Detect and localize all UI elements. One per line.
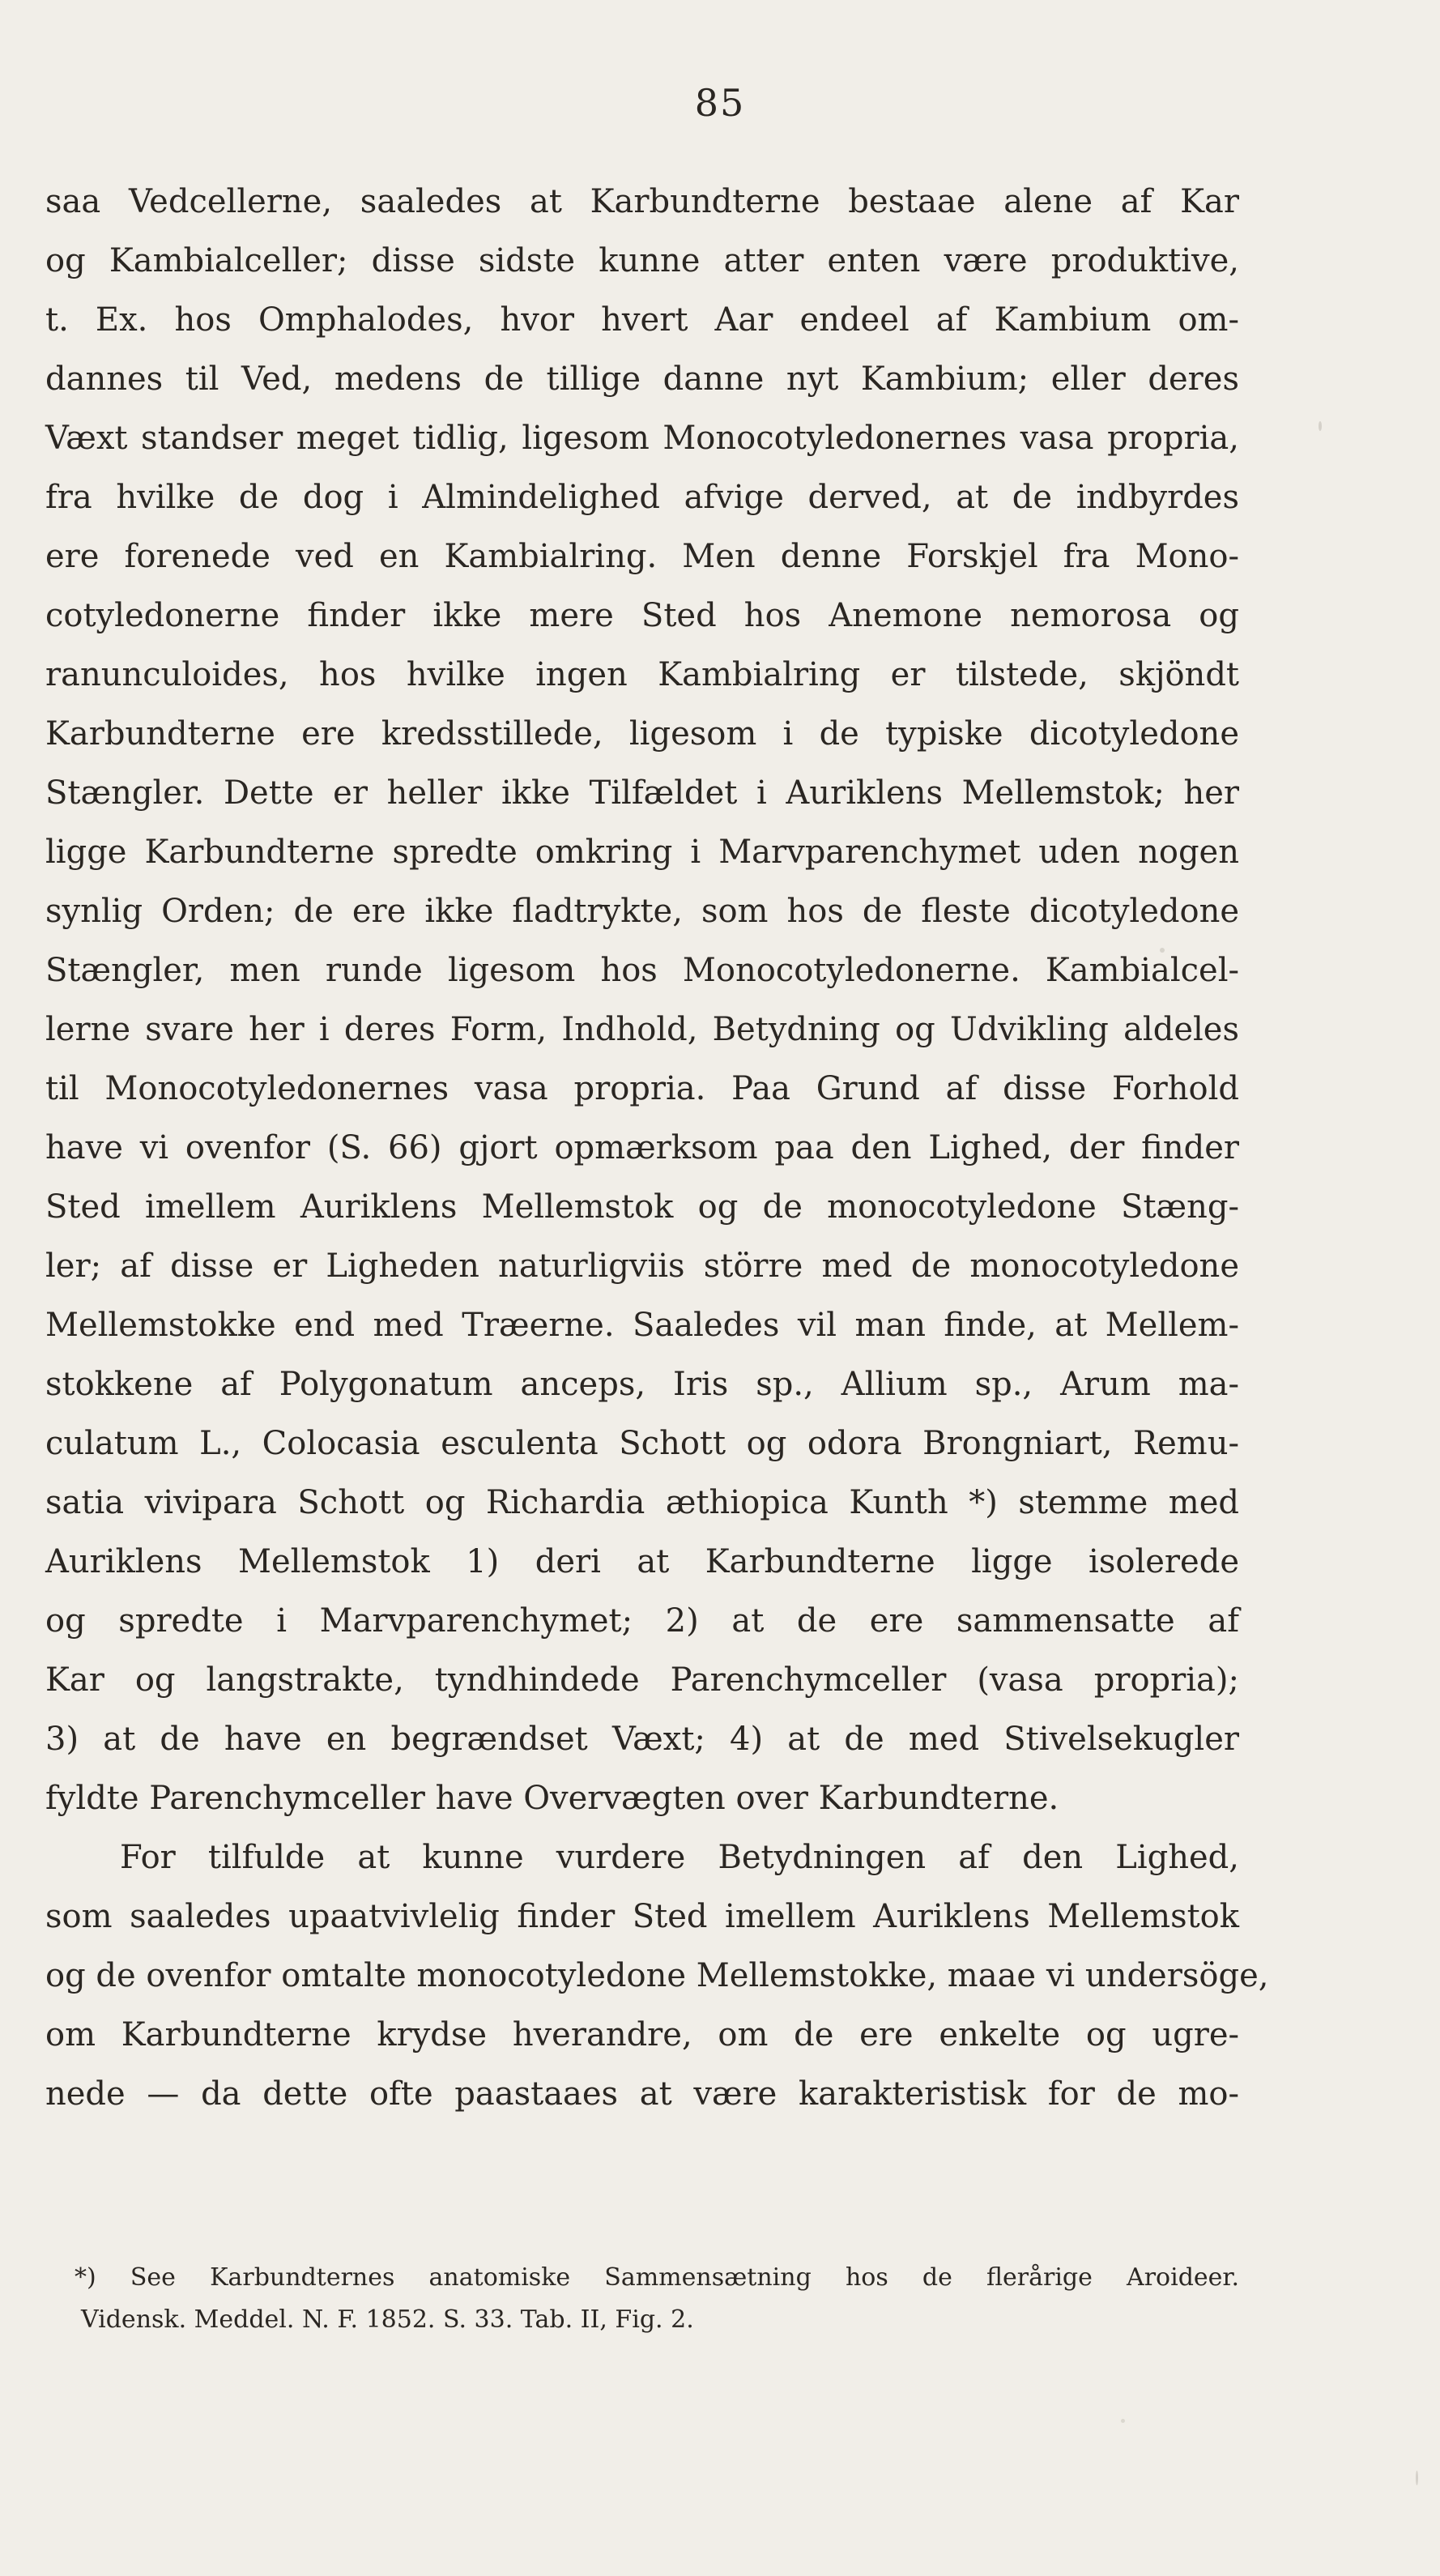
- text-line: Væxt standser meget tidlig, ligesom Monocotyledonernes vasa propria,: [45, 420, 1239, 457]
- text-line: t. Ex. hos Omphalodes, hvor hvert Aar endeel af Kambium om-: [45, 301, 1239, 339]
- text-line: Sted imellem Auriklens Mellemstok og de monocotyledone Stæng-: [45, 1188, 1239, 1226]
- text-line: Stængler. Dette er heller ikke Tilfældet i Auriklens Mellemstok; her: [45, 774, 1239, 812]
- text-line: Mellemstokke end med Træerne. Saaledes vil man finde, at Mellem-: [45, 1307, 1239, 1344]
- paragraph-start-line: For tilfulde at kunne vurdere Betydningen af den Lighed,: [120, 1839, 1239, 1876]
- footnote-line: Vidensk. Meddel. N. F. 1852. S. 33. Tab. II, Fig. 2.: [81, 2305, 694, 2334]
- text-line: satia vivipara Schott og Richardia æthiopica Kunth *) stemme med: [45, 1484, 1239, 1521]
- text-line: lerne svare her i deres Form, Indhold, Betydning og Udvikling aldeles: [45, 1011, 1239, 1048]
- footnote-line: *) See Karbundternes anatomiske Sammensætning hos de flerårige Aroideer.: [75, 2263, 1239, 2292]
- paper-speck: [1121, 2419, 1125, 2423]
- text-line: nede — da dette ofte paastaaes at være karakteristisk for de mo-: [45, 2075, 1239, 2113]
- body-text: [45, 173, 1269, 2124]
- text-line: og Kambialceller; disse sidste kunne atter enten være produktive,: [45, 242, 1239, 279]
- text-line: til Monocotyledonernes vasa propria. Paa Grund af disse Forhold: [45, 1070, 1239, 1107]
- text-line: synlig Orden; de ere ikke fladtrykte, som hos de fleste dicotyledone: [45, 893, 1239, 930]
- text-line: Stængler, men runde ligesom hos Monocotyledonerne. Kambialcel-: [45, 952, 1239, 989]
- text-line: Karbundterne ere kredsstillede, ligesom i de typiske dicotyledone: [45, 715, 1239, 753]
- text-line: og de ovenfor omtalte monocotyledone Mellemstokke, maae vi undersöge,: [45, 1957, 1269, 1994]
- paragraph-end-line: fyldte Parenchymceller have Overvægten over Karbundterne.: [45, 1780, 1059, 1817]
- paper-speck: [1319, 421, 1322, 431]
- page-number: 85: [694, 81, 746, 125]
- text-line: som saaledes upaatvivlelig finder Sted imellem Auriklens Mellemstok: [45, 1898, 1239, 1935]
- text-line: have vi ovenfor (S. 66) gjort opmærksom paa den Lighed, der finder: [45, 1129, 1239, 1166]
- text-line: Kar og langstrakte, tyndhindede Parenchymceller (vasa propria);: [45, 1661, 1239, 1699]
- text-line: fra hvilke de dog i Almindelighed afvige derved, at de indbyrdes: [45, 479, 1239, 516]
- text-line: ranunculoides, hos hvilke ingen Kambialring er tilstede, skjöndt: [45, 656, 1239, 693]
- text-line: ler; af disse er Ligheden naturligviis större med de monocotyledone: [45, 1247, 1239, 1285]
- text-line: 3) at de have en begrændset Væxt; 4) at de med Stivelsekugler: [45, 1721, 1239, 1758]
- text-line: om Karbundterne krydse hverandre, om de ere enkelte og ugre-: [45, 2016, 1239, 2054]
- text-line: culatum L., Colocasia esculenta Schott og odora Brongniart, Remu-: [45, 1425, 1239, 1462]
- paper-speck: [1416, 2471, 1418, 2485]
- footnote: [45, 2257, 1239, 2341]
- text-line: cotyledonerne finder ikke mere Sted hos Anemone nemorosa og: [45, 597, 1239, 634]
- text-line: ere forenede ved en Kambialring. Men denne Forskjel fra Mono-: [45, 538, 1239, 575]
- text-line: saa Vedcellerne, saaledes at Karbundterne bestaae alene af Kar: [45, 183, 1239, 220]
- text-line: dannes til Ved, medens de tillige danne nyt Kambium; eller deres: [45, 360, 1239, 398]
- text-line: ligge Karbundterne spredte omkring i Marvparenchymet uden nogen: [45, 834, 1239, 871]
- paper-speck: [1160, 948, 1165, 953]
- text-line: og spredte i Marvparenchymet; 2) at de ere sammensatte af: [45, 1602, 1239, 1640]
- text-line: stokkene af Polygonatum anceps, Iris sp., Allium sp., Arum ma-: [45, 1366, 1239, 1403]
- text-line: Auriklens Mellemstok 1) deri at Karbundterne ligge isolerede: [45, 1543, 1239, 1580]
